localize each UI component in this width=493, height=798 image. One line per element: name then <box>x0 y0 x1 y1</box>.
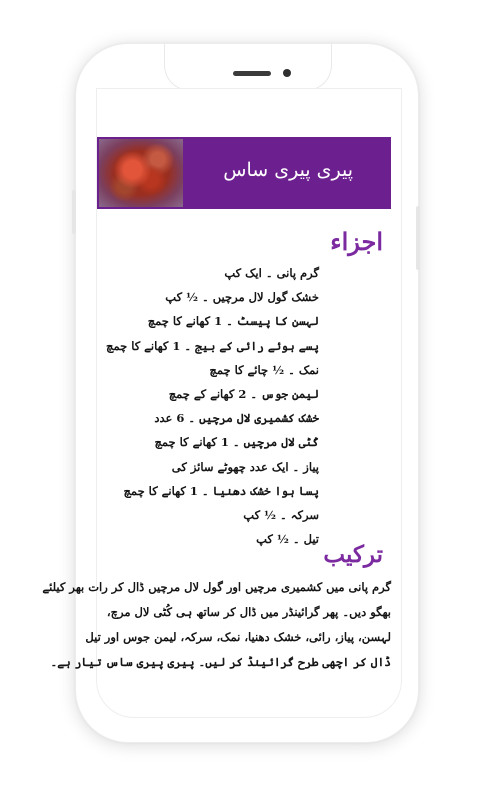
ingredients-list <box>106 261 319 551</box>
method-text <box>42 575 391 675</box>
method-heading: ترکیب <box>323 541 383 568</box>
phone-side-button <box>72 190 76 234</box>
ingredient-item: گرم پانی ۔ ایک کپ <box>224 266 319 280</box>
phone-screen <box>42 88 402 718</box>
method-line: ڈال کر اچھی طرح گرائینڈ کر لیں۔ پیری پیری ساس تیار ہے۔ <box>50 655 391 669</box>
front-camera <box>283 69 291 77</box>
method-line: بھگو دیں۔ پھر گرائینڈر میں ڈال کر ساتھ ہی کُٹی لال مرچ، <box>106 605 391 619</box>
ingredient-item: پسا ہوا خشک دھنیا ۔ 1 کھانے کا چمچ <box>123 483 319 498</box>
ingredient-item: خشک گول لال مرچیں ۔ ½ کپ <box>165 290 319 305</box>
ingredient-item: لہسن کا پیسٹ ۔ 1 کھانے کا چمچ <box>147 314 319 329</box>
ingredient-item: پیاز ۔ ایک عدد چھوٹے سائز کی <box>171 459 319 474</box>
ingredient-item: سرکہ ۔ ½ کپ <box>243 507 319 522</box>
ingredient-item: پسے ہوئے رائی کے بیج ۔ 1 کھانے کا چمچ <box>106 338 319 353</box>
ingredient-item: کُٹی لال مرچیں ۔ 1 کھانے کا چمچ <box>154 435 319 450</box>
ingredient-item: لیمن جوس ۔ 2 کھانے کے چمچ <box>168 386 319 401</box>
ingredient-item: خشک کشمیری لال مرچیں ۔ 6 عدد <box>154 411 319 426</box>
method-line: لہسن، پیاز، رائی، خشک دھنیا، نمک، سرکہ، لیمن جوس اور تیل <box>85 630 391 644</box>
phone-side-button <box>416 206 420 270</box>
ingredient-item: نمک ۔ ½ چائے کا چمچ <box>209 362 319 377</box>
recipe-title: پیری پیری ساس <box>223 159 353 181</box>
sauce-photo <box>99 139 183 207</box>
ingredient-item: تیل ۔ ½ کپ <box>256 532 319 547</box>
method-line: گرم پانی میں کشمیری مرچیں اور گول لال مرچیں ڈال کر رات بھر کیلئے <box>42 580 391 594</box>
recipe-banner <box>97 137 391 209</box>
speaker-grille <box>233 71 271 76</box>
phone-notch <box>164 44 332 91</box>
ingredients-heading: اجزاء <box>330 227 383 256</box>
